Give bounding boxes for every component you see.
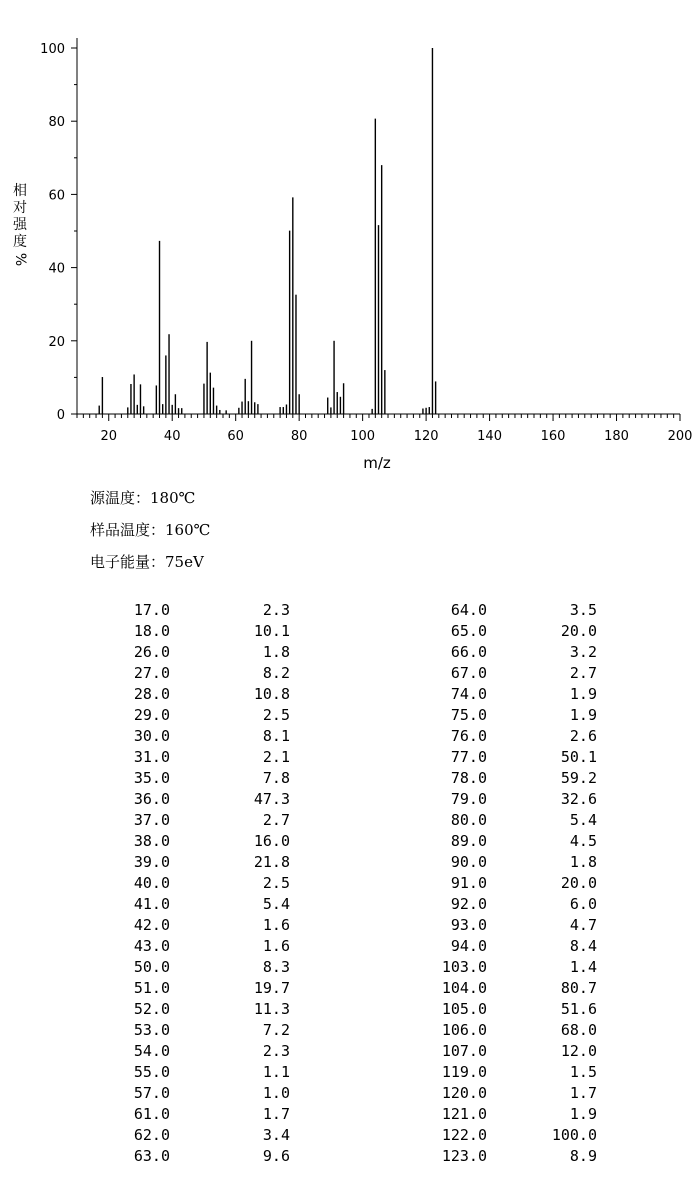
peak-table-row bbox=[420, 1020, 597, 1041]
chart-bars bbox=[99, 48, 435, 414]
peak-table-row bbox=[110, 663, 290, 684]
peak-table-row bbox=[420, 747, 597, 768]
peak-mz-value: 36.0 bbox=[133, 790, 170, 808]
peak-intensity-value: 2.3 bbox=[262, 1042, 290, 1060]
x-tick-label: 140 bbox=[477, 429, 502, 444]
peak-mz-value: 29.0 bbox=[133, 706, 170, 724]
peak-intensity-value: 47.3 bbox=[253, 790, 290, 808]
peak-mz-value: 107.0 bbox=[441, 1042, 487, 1060]
peak-table-row bbox=[420, 915, 597, 936]
peak-intensity-value: 21.8 bbox=[253, 853, 290, 871]
y-tick-label: 40 bbox=[48, 261, 65, 277]
peak-mz-value: 52.0 bbox=[133, 1000, 170, 1018]
peak-mz-value: 89.0 bbox=[450, 832, 487, 850]
peak-mz-value: 80.0 bbox=[450, 811, 487, 829]
peak-mz-value: 50.0 bbox=[133, 958, 170, 976]
y-tick-label: 20 bbox=[48, 334, 65, 350]
peak-mz-value: 123.0 bbox=[441, 1147, 487, 1165]
peak-intensity-value: 1.7 bbox=[569, 1084, 597, 1102]
y-axis-label-char bbox=[10, 251, 30, 268]
peak-intensity-value: 1.9 bbox=[569, 1105, 597, 1123]
peak-intensity-value: 6.0 bbox=[569, 895, 597, 913]
peak-table-row bbox=[110, 873, 290, 894]
x-tick-label: 120 bbox=[413, 429, 439, 444]
peak-table-row bbox=[110, 684, 290, 705]
peak-intensity-value: 1.9 bbox=[569, 685, 597, 703]
y-tick-label: 100 bbox=[40, 42, 65, 57]
peak-table-row bbox=[420, 978, 597, 999]
peak-table-row bbox=[420, 705, 597, 726]
peak-intensity-value: 8.2 bbox=[262, 664, 290, 682]
peak-table-row bbox=[110, 1083, 290, 1104]
peak-intensity-value: 9.6 bbox=[262, 1147, 290, 1165]
peak-intensity-value: 12.0 bbox=[560, 1042, 597, 1060]
peak-mz-value: 31.0 bbox=[133, 748, 170, 766]
peak-mz-value: 104.0 bbox=[441, 979, 487, 997]
peak-table-row bbox=[110, 894, 290, 915]
peak-mz-value: 75.0 bbox=[450, 706, 487, 724]
peak-table-row bbox=[420, 789, 597, 810]
y-tick-label: 80 bbox=[48, 115, 65, 131]
peak-mz-value: 26.0 bbox=[133, 643, 170, 661]
peak-mz-value: 30.0 bbox=[133, 727, 170, 745]
y-tick-label: 0 bbox=[56, 408, 65, 423]
peak-table-row bbox=[420, 663, 597, 684]
peak-mz-value: 65.0 bbox=[450, 622, 487, 640]
peak-intensity-value: 1.4 bbox=[569, 958, 597, 976]
peak-intensity-value: 1.9 bbox=[569, 706, 597, 724]
peak-mz-value: 90.0 bbox=[450, 853, 487, 871]
peak-table-row bbox=[110, 831, 290, 852]
peak-intensity-value: 3.5 bbox=[569, 601, 597, 619]
peak-mz-value: 55.0 bbox=[133, 1063, 170, 1081]
peak-intensity-value: 5.4 bbox=[569, 811, 597, 829]
x-tick-label: 40 bbox=[163, 429, 181, 444]
peak-mz-value: 66.0 bbox=[450, 643, 487, 661]
peak-intensity-value: 2.7 bbox=[569, 664, 597, 682]
peak-intensity-value: 100.0 bbox=[551, 1126, 597, 1144]
peak-table-row bbox=[110, 789, 290, 810]
peak-table-row bbox=[420, 936, 597, 957]
peak-table-row bbox=[420, 957, 597, 978]
peak-intensity-value: 2.7 bbox=[262, 811, 290, 829]
peak-mz-value: 63.0 bbox=[133, 1147, 170, 1165]
peak-mz-value: 53.0 bbox=[133, 1021, 170, 1039]
peak-mz-value: 28.0 bbox=[133, 685, 170, 703]
y-axis-label-char: 度 bbox=[13, 234, 27, 250]
peak-table-row bbox=[420, 999, 597, 1020]
peak-mz-value: 61.0 bbox=[133, 1105, 170, 1123]
peak-table-row bbox=[110, 999, 290, 1020]
peak-intensity-value: 32.6 bbox=[560, 790, 597, 808]
peak-table-row bbox=[420, 873, 597, 894]
peak-table-row bbox=[420, 810, 597, 831]
peak-mz-value: 119.0 bbox=[441, 1063, 487, 1081]
peak-table-row bbox=[420, 768, 597, 789]
peak-table-row bbox=[110, 705, 290, 726]
peak-table-row bbox=[110, 1062, 290, 1083]
peak-mz-value: 78.0 bbox=[450, 769, 487, 787]
peak-intensity-value: 8.3 bbox=[262, 958, 290, 976]
peak-table-row bbox=[110, 1041, 290, 1062]
peak-table-row bbox=[420, 726, 597, 747]
peak-table-row bbox=[420, 621, 597, 642]
peak-table-row bbox=[110, 747, 290, 768]
peak-intensity-value: 3.4 bbox=[262, 1126, 290, 1144]
peak-mz-value: 54.0 bbox=[133, 1042, 170, 1060]
peak-intensity-value: 3.2 bbox=[569, 643, 597, 661]
y-axis-label-char: 相 bbox=[13, 183, 27, 199]
peak-mz-value: 105.0 bbox=[441, 1000, 487, 1018]
peak-mz-value: 120.0 bbox=[441, 1084, 487, 1102]
peak-intensity-value: 11.3 bbox=[253, 1000, 290, 1018]
peak-table-row bbox=[110, 936, 290, 957]
peak-intensity-value: 2.6 bbox=[569, 727, 597, 745]
peak-table-row bbox=[420, 831, 597, 852]
peak-mz-value: 64.0 bbox=[450, 601, 487, 619]
peak-table-row bbox=[110, 768, 290, 789]
peak-intensity-value: 5.4 bbox=[262, 895, 290, 913]
peak-mz-value: 35.0 bbox=[133, 769, 170, 787]
x-tick-label: 200 bbox=[667, 429, 693, 444]
peak-table-row bbox=[420, 894, 597, 915]
peak-table-row bbox=[110, 726, 290, 747]
peak-intensity-value: 20.0 bbox=[560, 622, 597, 640]
source-temperature: 源温度：180℃ bbox=[90, 489, 196, 507]
peak-table-row bbox=[110, 600, 290, 621]
y-axis-label bbox=[10, 183, 30, 268]
peak-mz-value: 92.0 bbox=[450, 895, 487, 913]
peak-intensity-value: 1.1 bbox=[262, 1063, 290, 1081]
peak-mz-value: 39.0 bbox=[133, 853, 170, 871]
peak-intensity-value: 4.5 bbox=[569, 832, 597, 850]
y-axis-label-char: 强 bbox=[13, 217, 27, 233]
peak-intensity-value: 19.7 bbox=[253, 979, 290, 997]
x-tick-label: 100 bbox=[350, 429, 376, 444]
peak-intensity-value: 1.7 bbox=[262, 1105, 290, 1123]
peak-mz-value: 42.0 bbox=[133, 916, 170, 934]
peak-table-row bbox=[110, 1146, 290, 1167]
peak-mz-value: 18.0 bbox=[133, 622, 170, 640]
peak-table-row bbox=[110, 1125, 290, 1146]
peak-intensity-value: 8.4 bbox=[569, 937, 597, 955]
peak-table-row bbox=[110, 852, 290, 873]
peak-intensity-value: 10.8 bbox=[253, 685, 290, 703]
peak-table-row bbox=[420, 852, 597, 873]
peak-table-row bbox=[110, 810, 290, 831]
x-tick-label: 80 bbox=[290, 429, 308, 444]
peak-intensity-value: 2.3 bbox=[262, 601, 290, 619]
peak-mz-value: 43.0 bbox=[133, 937, 170, 955]
peak-mz-value: 27.0 bbox=[133, 664, 170, 682]
peak-intensity-value: 1.8 bbox=[262, 643, 290, 661]
peak-mz-value: 77.0 bbox=[450, 748, 487, 766]
peak-intensity-value: 68.0 bbox=[560, 1021, 597, 1039]
peak-intensity-value: 50.1 bbox=[560, 748, 597, 766]
x-tick-label: 160 bbox=[540, 429, 566, 444]
peak-intensity-value: 1.8 bbox=[569, 853, 597, 871]
x-axis-label: m/z bbox=[363, 454, 391, 472]
peak-mz-value: 37.0 bbox=[133, 811, 170, 829]
peak-table-row bbox=[420, 1083, 597, 1104]
peak-table-row bbox=[420, 1041, 597, 1062]
peak-mz-value: 38.0 bbox=[133, 832, 170, 850]
peak-intensity-value: 7.2 bbox=[262, 1021, 290, 1039]
peak-intensity-value: 10.1 bbox=[253, 622, 290, 640]
peak-mz-value: 74.0 bbox=[450, 685, 487, 703]
peak-mz-value: 91.0 bbox=[450, 874, 487, 892]
peak-table-row bbox=[420, 1146, 597, 1167]
sample-temperature: 样品温度：160℃ bbox=[90, 521, 211, 539]
peak-mz-value: 17.0 bbox=[133, 601, 170, 619]
peak-mz-value: 40.0 bbox=[133, 874, 170, 892]
peak-table-row bbox=[110, 978, 290, 999]
peak-intensity-value: 51.6 bbox=[560, 1000, 597, 1018]
peak-intensity-value: 1.5 bbox=[569, 1063, 597, 1081]
peak-mz-value: 76.0 bbox=[450, 727, 487, 745]
peak-mz-value: 79.0 bbox=[450, 790, 487, 808]
peak-table-row bbox=[420, 642, 597, 663]
peak-mz-value: 122.0 bbox=[441, 1126, 487, 1144]
peak-table-row bbox=[420, 684, 597, 705]
peak-mz-value: 51.0 bbox=[133, 979, 170, 997]
peak-mz-value: 93.0 bbox=[450, 916, 487, 934]
peak-intensity-value: 2.5 bbox=[262, 874, 290, 892]
peak-intensity-value: 2.1 bbox=[262, 748, 290, 766]
peak-intensity-value: 4.7 bbox=[569, 916, 597, 934]
peak-intensity-value: 20.0 bbox=[560, 874, 597, 892]
peak-table-row bbox=[110, 915, 290, 936]
peak-intensity-value: 1.0 bbox=[262, 1084, 290, 1102]
peak-intensity-value: 7.8 bbox=[262, 769, 290, 787]
peak-intensity-value: 1.6 bbox=[262, 916, 290, 934]
electron-energy: 电子能量：75eV bbox=[90, 553, 204, 571]
peak-table-row bbox=[420, 600, 597, 621]
y-axis-label-percent: % bbox=[12, 252, 29, 267]
peak-intensity-value: 1.6 bbox=[262, 937, 290, 955]
peak-mz-value: 106.0 bbox=[441, 1021, 487, 1039]
peak-intensity-value: 8.9 bbox=[569, 1147, 597, 1165]
peak-mz-value: 67.0 bbox=[450, 664, 487, 682]
y-tick-label: 60 bbox=[48, 188, 65, 204]
peak-table-row bbox=[420, 1125, 597, 1146]
peak-intensity-value: 2.5 bbox=[262, 706, 290, 724]
peak-table-row bbox=[420, 1104, 597, 1125]
peak-mz-value: 57.0 bbox=[133, 1084, 170, 1102]
peak-table-row bbox=[420, 1062, 597, 1083]
peak-intensity-value: 16.0 bbox=[253, 832, 290, 850]
peak-table-row bbox=[110, 1104, 290, 1125]
peak-table-row bbox=[110, 1020, 290, 1041]
peak-mz-value: 62.0 bbox=[133, 1126, 170, 1144]
peak-intensity-value: 8.1 bbox=[262, 727, 290, 745]
peak-table-left bbox=[110, 600, 290, 1167]
x-tick-label: 20 bbox=[100, 429, 118, 444]
peak-mz-value: 121.0 bbox=[441, 1105, 487, 1123]
peak-mz-value: 103.0 bbox=[441, 958, 487, 976]
y-axis-label-char: 对 bbox=[13, 200, 27, 216]
x-tick-label: 60 bbox=[227, 429, 244, 444]
peak-intensity-value: 59.2 bbox=[560, 769, 597, 787]
peak-intensity-value: 80.7 bbox=[560, 979, 597, 997]
peak-table-row bbox=[110, 642, 290, 663]
peak-table-row bbox=[110, 957, 290, 978]
peak-mz-value: 94.0 bbox=[450, 937, 487, 955]
peak-table-row bbox=[110, 621, 290, 642]
chart-axes bbox=[40, 38, 692, 444]
peak-mz-value: 41.0 bbox=[133, 895, 170, 913]
x-tick-label: 180 bbox=[604, 429, 629, 444]
peak-table-right bbox=[420, 600, 597, 1167]
mass-spectrum-chart bbox=[0, 0, 696, 480]
